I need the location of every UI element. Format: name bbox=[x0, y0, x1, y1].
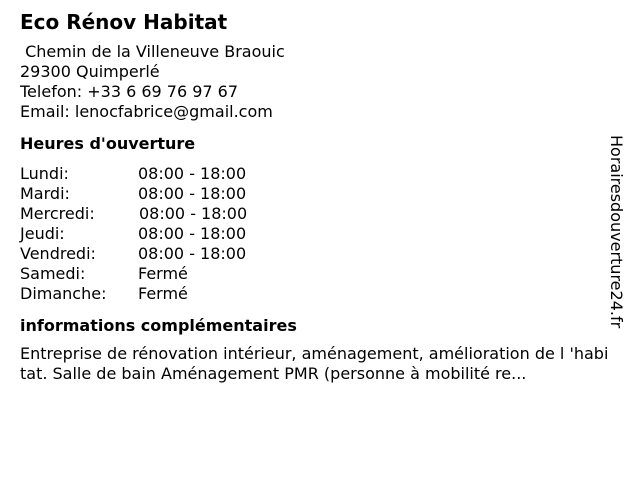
address-city: 29300 Quimperlé bbox=[20, 62, 160, 81]
hours-row-monday bbox=[20, 164, 610, 184]
hours-day: Jeudi: bbox=[20, 224, 65, 243]
hours-day: Vendredi: bbox=[20, 244, 96, 263]
business-card bbox=[20, 10, 610, 384]
phone-line: Telefon: +33 6 69 76 97 67 bbox=[20, 82, 239, 101]
hours-time: Fermé bbox=[138, 264, 188, 283]
hours-title: Heures d'ouverture bbox=[20, 134, 196, 153]
hours-row-wednesday bbox=[20, 204, 610, 224]
hours-row-sunday bbox=[20, 284, 610, 304]
hours-row-thursday bbox=[20, 224, 610, 244]
hours-row-friday bbox=[20, 244, 610, 264]
site-watermark: Horairesdouverture24.fr bbox=[607, 135, 626, 329]
hours-time: 08:00 - 18:00 bbox=[138, 184, 247, 203]
hours-row-saturday bbox=[20, 264, 610, 284]
address-block bbox=[20, 42, 610, 122]
hours-time: 08:00 - 18:00 bbox=[138, 164, 247, 183]
hours-time: 08:00 - 18:00 bbox=[138, 224, 247, 243]
address-street: Chemin de la Villeneuve Braouic bbox=[20, 42, 285, 61]
hours-table bbox=[20, 164, 610, 304]
hours-day: Samedi: bbox=[20, 264, 86, 283]
info-description: Entreprise de rénovation intérieur, aménagement, amélioration de l 'habitat. Salle de bain Aménagement PMR (personne à mobilité re... bbox=[20, 344, 609, 383]
hours-day: Lundi: bbox=[20, 164, 69, 183]
hours-row-tuesday bbox=[20, 184, 610, 204]
business-name: Eco Rénov Habitat bbox=[20, 10, 228, 34]
hours-day: Dimanche: bbox=[20, 284, 107, 303]
email-line: Email: lenocfabrice@gmail.com bbox=[20, 102, 273, 121]
info-title: informations complémentaires bbox=[20, 316, 297, 335]
hours-day: Mercredi: bbox=[20, 204, 95, 223]
hours-time: 08:00 - 18:00 bbox=[138, 244, 247, 263]
hours-day: Mardi: bbox=[20, 184, 70, 203]
hours-time: 08:00 - 18:00 bbox=[139, 204, 248, 223]
hours-time: Fermé bbox=[138, 284, 188, 303]
